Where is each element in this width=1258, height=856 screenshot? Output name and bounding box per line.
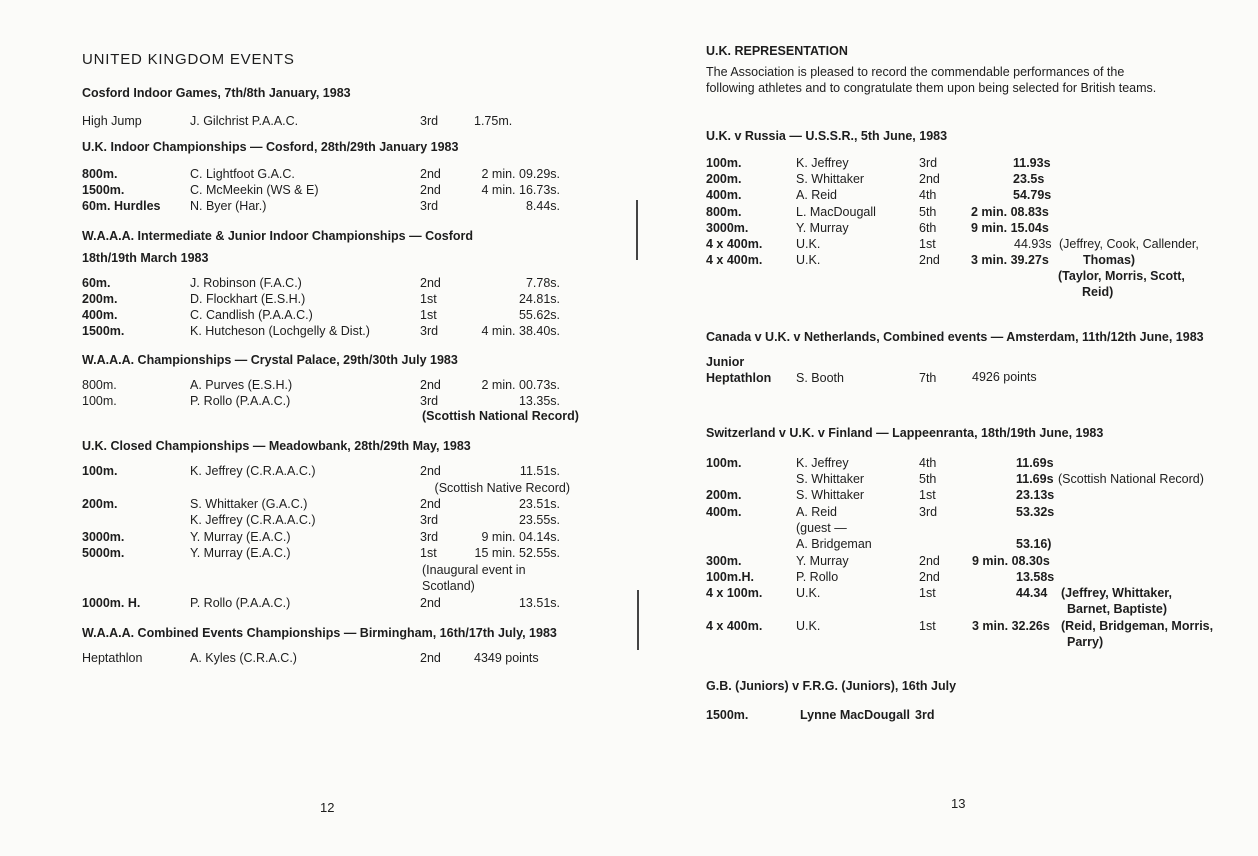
event-cell: 4 x 400m. <box>706 253 763 267</box>
event-cell: 60m. <box>82 276 111 290</box>
place-cell: 3rd <box>919 156 938 170</box>
result-cell: 55.62s. <box>518 308 560 322</box>
event-cell: 1500m. <box>82 324 125 338</box>
section-subheading: 18th/19th March 1983 <box>82 251 209 265</box>
binding-mark <box>637 590 639 650</box>
place-cell: 2nd <box>420 276 441 290</box>
event-cell: 100m. <box>706 156 742 170</box>
place-cell: 7th <box>919 371 937 385</box>
event-cell: 3000m. <box>82 530 125 544</box>
result-cell: 23.13s <box>1016 488 1055 502</box>
athlete-cell: A. Purves (E.S.H.) <box>190 378 293 392</box>
place-cell: 1st <box>919 619 936 633</box>
result-note: (Scottish National Record) <box>422 409 579 423</box>
place-cell: 2nd <box>420 497 441 511</box>
place-cell: 3rd <box>420 530 439 544</box>
athlete-cell: L. MacDougall <box>796 205 876 219</box>
result-cell: 2 min. 09.29s. <box>481 167 560 181</box>
event-cell: 60m. Hurdles <box>82 199 161 213</box>
event-cell: Heptathlon <box>82 651 143 665</box>
result-cell: 24.81s. <box>518 292 560 306</box>
event-cell: Heptathlon <box>706 371 772 385</box>
athlete-cell: S. Booth <box>796 371 844 385</box>
place-cell: 6th <box>919 221 937 235</box>
place-cell: 3rd <box>420 394 439 408</box>
event-cell: 100m.H. <box>706 570 754 584</box>
intro-text: The Association is pleased to record the commendable performances of the <box>706 65 1125 79</box>
place-cell: 5th <box>919 472 937 486</box>
result-cell: 1.75m. <box>474 114 513 128</box>
page-number: 13 <box>951 796 966 811</box>
place-cell: 4th <box>919 188 937 202</box>
athlete-cell: U.K. <box>796 619 821 633</box>
result-cell: 13.35s. <box>518 394 560 408</box>
place-cell: 1st <box>420 546 437 560</box>
athlete-cell: A. Bridgeman <box>796 537 872 551</box>
event-cell: 100m. <box>82 394 117 408</box>
result-cell: 13.58s <box>1016 570 1055 584</box>
athlete-cell: J. Robinson (F.A.C.) <box>190 276 302 290</box>
athlete-cell: Lynne MacDougall <box>800 708 910 722</box>
result-note: (Jeffrey, Cook, Callender, <box>1059 237 1199 251</box>
athlete-cell: K. Jeffrey (C.R.A.A.C.) <box>190 464 316 478</box>
athlete-cell: U.K. <box>796 237 821 251</box>
event-cell: 200m. <box>82 497 118 511</box>
result-note: (Inaugural event in <box>422 563 526 577</box>
athlete-cell: Y. Murray (E.A.C.) <box>190 546 291 560</box>
result-note: Reid) <box>1082 285 1114 299</box>
result-cell: 15 min. 52.55s. <box>474 546 560 560</box>
binding-mark <box>636 200 638 260</box>
result-note: (Jeffrey, Whittaker, <box>1061 586 1172 600</box>
place-cell: 3rd <box>420 513 439 527</box>
athlete-cell: U.K. <box>796 586 821 600</box>
athlete-cell: K. Jeffrey <box>796 456 849 470</box>
result-note: Parry) <box>1067 635 1104 649</box>
athlete-cell: K. Jeffrey <box>796 156 849 170</box>
place-cell: 3rd <box>420 324 439 338</box>
athlete-cell: P. Rollo <box>796 570 839 584</box>
result-cell: 8.44s. <box>525 199 560 213</box>
intro-text: following athletes and to congratulate them upon being selected for British teams. <box>706 81 1157 95</box>
event-cell: Junior <box>706 355 745 369</box>
event-cell: 100m. <box>706 456 742 470</box>
result-cell: 23.51s. <box>518 497 560 511</box>
place-cell: 3rd <box>420 199 439 213</box>
athlete-cell: S. Whittaker <box>796 472 865 486</box>
section-heading: U.K. Indoor Championships — Cosford, 28th/29th January 1983 <box>82 140 459 154</box>
section-heading: U.K. Closed Championships — Meadowbank, 28th/29th May, 1983 <box>82 439 471 453</box>
section-heading: Switzerland v U.K. v Finland — Lappeenranta, 18th/19th June, 1983 <box>706 426 1104 440</box>
place-cell: 3rd <box>919 505 938 519</box>
result-cell: 54.79s <box>1013 188 1052 202</box>
place-cell: 1st <box>919 488 936 502</box>
athlete-cell: A. Kyles (C.R.A.C.) <box>190 651 297 665</box>
place-cell: 4th <box>919 456 937 470</box>
result-cell: 23.5s <box>1013 172 1045 186</box>
event-cell: 200m. <box>706 488 742 502</box>
result-cell: 11.69s <box>1016 472 1054 486</box>
result-cell: 9 min. 08.30s <box>972 554 1050 568</box>
place-cell: 2nd <box>420 378 441 392</box>
event-cell: 200m. <box>706 172 742 186</box>
result-cell: 23.55s. <box>518 513 560 527</box>
athlete-cell: A. Reid <box>796 505 837 519</box>
result-cell: 53.32s <box>1016 505 1055 519</box>
event-cell: 300m. <box>706 554 742 568</box>
page-title: U.K. REPRESENTATION <box>706 44 848 58</box>
athlete-cell: S. Whittaker <box>796 488 865 502</box>
place-cell: 2nd <box>919 172 940 186</box>
place-cell: 1st <box>420 308 437 322</box>
event-cell: 5000m. <box>82 546 125 560</box>
result-cell: 2 min. 00.73s. <box>481 378 560 392</box>
athlete-cell: C. Candlish (P.A.A.C.) <box>190 308 313 322</box>
athlete-cell: C. Lightfoot G.A.C. <box>190 167 295 181</box>
section-heading: W.A.A.A. Championships — Crystal Palace, 29th/30th July 1983 <box>82 353 458 367</box>
place-cell: 3rd <box>420 114 439 128</box>
result-cell: 7.78s. <box>525 276 560 290</box>
place-cell: 2nd <box>420 596 441 610</box>
event-cell: 100m. <box>82 464 118 478</box>
result-note: (Scottish Native Record) <box>434 481 570 495</box>
place-cell: 2nd <box>420 464 441 478</box>
result-cell: 9 min. 04.14s. <box>481 530 560 544</box>
result-cell: 13.51s. <box>518 596 560 610</box>
athlete-cell: Y. Murray <box>796 221 849 235</box>
result-cell: 9 min. 15.04s <box>971 221 1049 235</box>
athlete-cell: S. Whittaker <box>796 172 865 186</box>
athlete-cell: P. Rollo (P.A.A.C.) <box>190 394 291 408</box>
athlete-cell: J. Gilchrist P.A.A.C. <box>190 114 299 128</box>
athlete-cell: A. Reid <box>796 188 837 202</box>
event-cell: 1500m. <box>82 183 125 197</box>
result-cell: 4349 points <box>474 651 539 665</box>
result-cell: 53.16) <box>1016 537 1052 551</box>
result-cell: 11.93s <box>1013 156 1051 170</box>
result-cell: 44.34 <box>1016 586 1048 600</box>
event-cell: 800m. <box>82 378 117 392</box>
right-page <box>629 0 1258 856</box>
athlete-cell: N. Byer (Har.) <box>190 199 267 213</box>
place-cell: 2nd <box>420 651 441 665</box>
place-cell: 2nd <box>919 554 940 568</box>
athlete-cell: K. Jeffrey (C.R.A.A.C.) <box>190 513 316 527</box>
place-cell: 5th <box>919 205 937 219</box>
result-cell: 44.93s <box>1014 237 1052 251</box>
event-cell: 1000m. H. <box>82 596 141 610</box>
result-note: Thomas) <box>1083 253 1136 267</box>
result-cell: 4 min. 16.73s. <box>481 183 560 197</box>
place-cell: 2nd <box>420 183 441 197</box>
place-cell: 3rd <box>915 708 935 722</box>
place-cell: 1st <box>919 237 936 251</box>
section-heading: G.B. (Juniors) v F.R.G. (Juniors), 16th July <box>706 679 957 693</box>
result-cell: 11.51s. <box>519 464 560 478</box>
event-cell: 4 x 400m. <box>706 619 763 633</box>
place-cell: 1st <box>420 292 437 306</box>
section-heading: W.A.A.A. Intermediate & Junior Indoor Championships — Cosford <box>82 229 473 243</box>
event-cell: High Jump <box>82 114 142 128</box>
place-cell: 2nd <box>919 570 940 584</box>
event-cell: 400m. <box>706 505 742 519</box>
athlete-cell: Y. Murray <box>796 554 849 568</box>
athlete-cell: U.K. <box>796 253 821 267</box>
place-cell: 2nd <box>420 167 441 181</box>
event-cell: 400m. <box>82 308 118 322</box>
place-cell: 1st <box>919 586 936 600</box>
result-cell: 4926 points <box>972 370 1037 384</box>
athlete-cell: D. Flockhart (E.S.H.) <box>190 292 306 306</box>
result-note: Barnet, Baptiste) <box>1067 602 1168 616</box>
result-note: Scotland) <box>422 579 475 593</box>
result-cell: 2 min. 08.83s <box>971 205 1049 219</box>
event-cell: 800m. <box>706 205 742 219</box>
athlete-cell: S. Whittaker (G.A.C.) <box>190 497 308 511</box>
athlete-cell: Y. Murray (E.A.C.) <box>190 530 291 544</box>
result-cell: 3 min. 39.27s <box>971 253 1049 267</box>
event-cell: 1500m. <box>706 708 749 722</box>
event-cell: 4 x 100m. <box>706 586 763 600</box>
result-note: (Taylor, Morris, Scott, <box>1058 269 1185 283</box>
section-heading: Cosford Indoor Games, 7th/8th January, 1983 <box>82 86 351 100</box>
result-note: (Reid, Bridgeman, Morris, <box>1061 619 1214 633</box>
event-cell: 400m. <box>706 188 742 202</box>
athlete-cell: K. Hutcheson (Lochgelly & Dist.) <box>190 324 370 338</box>
result-cell: 4 min. 38.40s. <box>481 324 560 338</box>
page-number: 12 <box>320 800 335 815</box>
event-cell: 3000m. <box>706 221 749 235</box>
event-cell: 800m. <box>82 167 118 181</box>
athlete-cell: P. Rollo (P.A.A.C.) <box>190 596 291 610</box>
event-cell: 4 x 400m. <box>706 237 763 251</box>
section-heading: W.A.A.A. Combined Events Championships — Birmingham, 16th/17th July, 1983 <box>82 626 557 640</box>
page-title: UNITED KINGDOM EVENTS <box>82 51 295 68</box>
result-cell: 11.69s <box>1016 456 1054 470</box>
result-note: (Scottish National Record) <box>1058 472 1204 486</box>
athlete-cell: C. McMeekin (WS & E) <box>190 183 319 197</box>
event-cell: 200m. <box>82 292 118 306</box>
section-heading: Canada v U.K. v Netherlands, Combined events — Amsterdam, 11th/12th June, 1983 <box>706 330 1204 344</box>
athlete-cell: (guest — <box>796 521 847 535</box>
result-cell: 3 min. 32.26s <box>972 619 1050 633</box>
place-cell: 2nd <box>919 253 940 267</box>
section-heading: U.K. v Russia — U.S.S.R., 5th June, 1983 <box>706 129 948 143</box>
